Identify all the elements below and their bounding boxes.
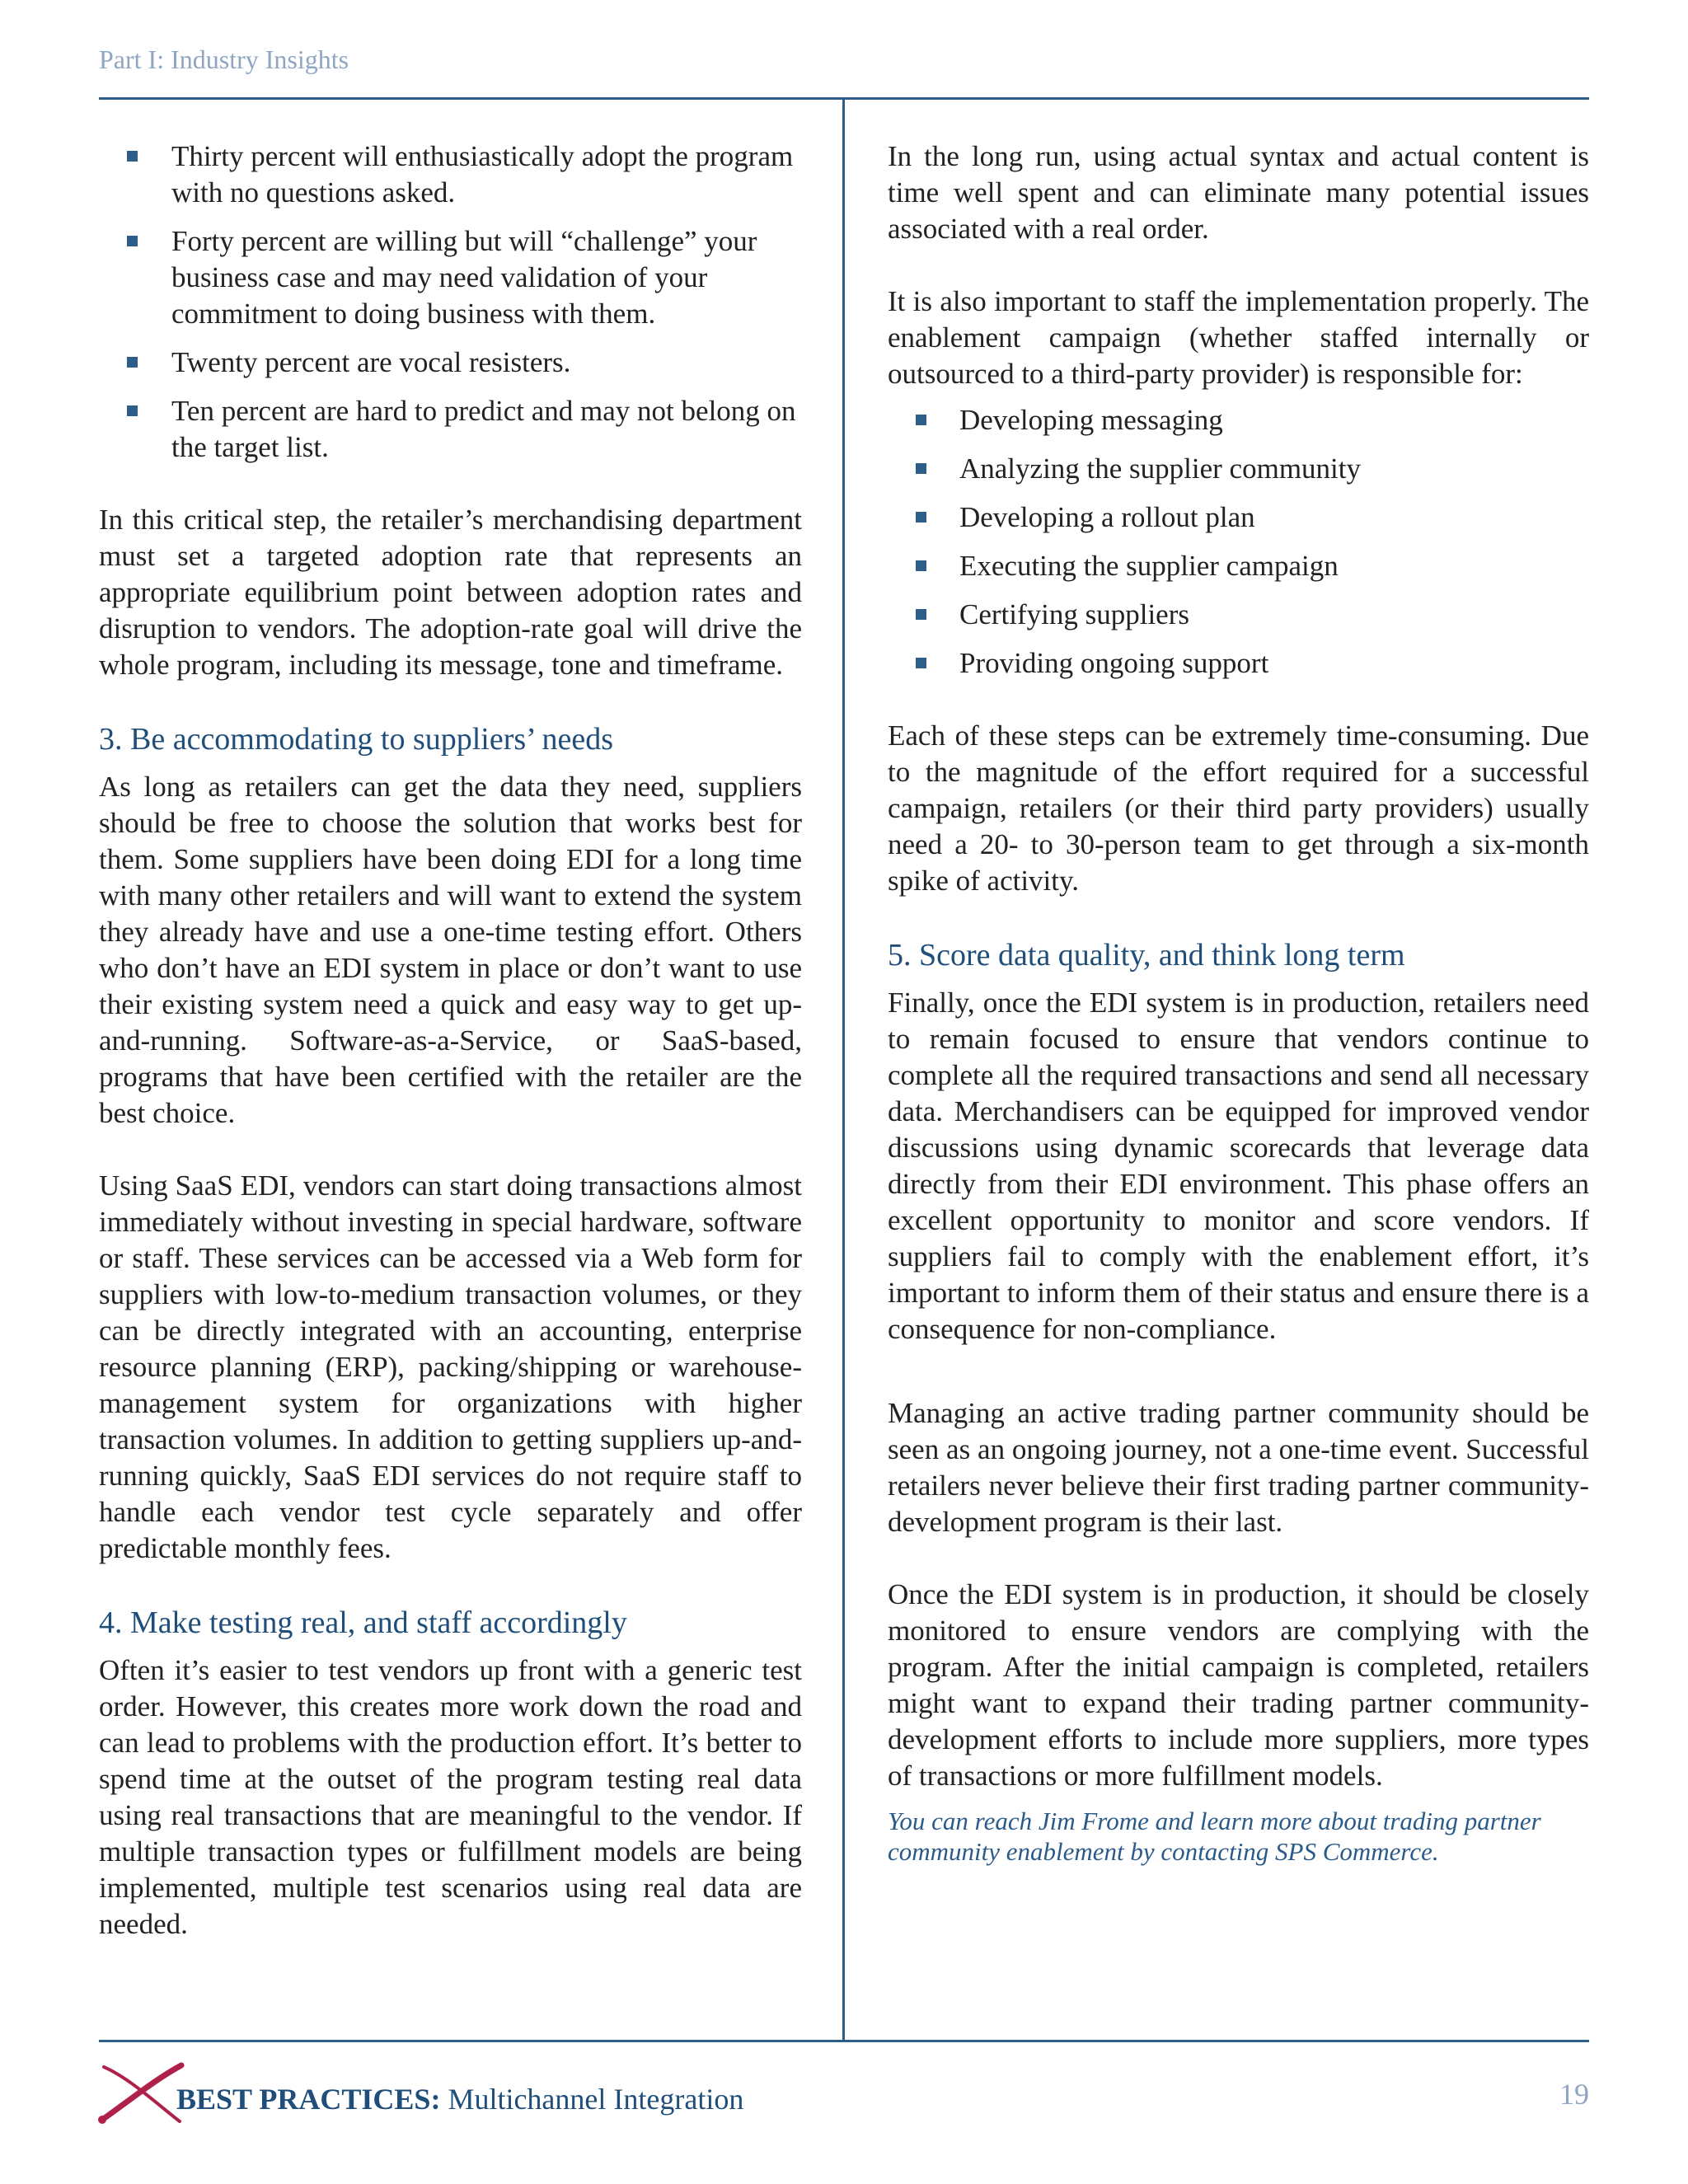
square-bullet-icon — [127, 357, 138, 368]
x-swoosh-logo-icon — [97, 2060, 188, 2126]
left-column — [99, 138, 802, 1943]
series-bold-label: BEST PRACTICES: — [176, 2083, 441, 2116]
section-heading-5: 5. Score data quality, and think long term — [888, 938, 1405, 972]
list-item: Certifying suppliers — [888, 597, 1589, 633]
body-paragraph: Once the EDI system is in production, it should be closely monitored to ensure vendors are complying with the program. After the initial campaign is completed, retailers might want to expand their trading partner community-development efforts to include more suppliers, more types of transactions or more fulfillment models. — [888, 1578, 1589, 1792]
body-paragraph: Managing an active trading partner community should be seen as an ongoing journey, not a one-time event. Successful retailers never believe their first trading partner community-development program is their last. — [888, 1397, 1589, 1538]
list-item: Executing the supplier campaign — [888, 548, 1589, 584]
square-bullet-icon — [916, 609, 926, 620]
list-item: Developing a rollout plan — [888, 499, 1589, 536]
square-bullet-icon — [916, 463, 926, 474]
square-bullet-icon — [916, 560, 926, 571]
body-paragraph: Each of these steps can be extremely time-consuming. Due to the magnitude of the effort required for a successful campaign, retailers (or their third party providers) usually need a 20- to 30-person team to get through a six-month spike of activity. — [888, 719, 1589, 897]
list-item: Ten percent are hard to predict and may not belong on the target list. — [99, 393, 802, 466]
square-bullet-icon — [127, 151, 138, 162]
square-bullet-icon — [916, 512, 926, 523]
footer-series-title — [176, 2082, 743, 2116]
list-item: Thirty percent will enthusiastically adopt the program with no questions asked. — [99, 138, 802, 211]
author-contact-note: You can reach Jim Frome and learn more about trading partner community enablement by contacting SPS Commerce. — [888, 1807, 1541, 1866]
column-divider — [842, 100, 845, 2041]
body-paragraph: In this critical step, the retailer’s merchandising department must set a targeted adoption rate that represents an appropriate equilibrium point between adoption rates and disruption to vendors. The adoption-rate goal will drive the whole program, including its message, tone and timeframe. — [99, 504, 802, 681]
list-item: Providing ongoing support — [888, 645, 1589, 682]
list-item: Forty percent are willing but will “challenge” your business case and may need validation of your commitment to doing business with them. — [99, 223, 802, 332]
running-head: Part I: Industry Insights — [99, 45, 349, 74]
responsibilities-bullet-list — [888, 402, 1589, 682]
square-bullet-icon — [127, 405, 138, 416]
list-item: Twenty percent are vocal resisters. — [99, 344, 802, 381]
body-paragraph: Using SaaS EDI, vendors can start doing transactions almost immediately without investing in special hardware, software or staff. These services can be accessed via a Web form for suppliers with low-to-medium transaction volumes, or they can be directly integrated with an accounting, enterprise resource planning (ERP), packing/shipping or warehouse-management system for organizations with higher transaction volumes. In addition to getting suppliers up-and-running quickly, SaaS EDI services do not require staff to handle each vendor test cycle separately and offer predictable monthly fees. — [99, 1169, 802, 1564]
section-heading-3: 3. Be accommodating to suppliers’ needs — [99, 722, 614, 757]
body-paragraph: In the long run, using actual syntax and actual content is time well spent and can eliminate many potential issues associated with a real order. — [888, 140, 1589, 245]
square-bullet-icon — [127, 236, 138, 246]
list-item: Developing messaging — [888, 402, 1589, 438]
section-heading-4: 4. Make testing real, and staff accordingly — [99, 1605, 627, 1640]
page-number: 19 — [1559, 2078, 1589, 2111]
square-bullet-icon — [916, 658, 926, 668]
series-subtitle: Multichannel Integration — [448, 2083, 744, 2116]
body-paragraph: It is also important to staff the implementation properly. The enablement campaign (whether staffed internally or outsourced to a third-party provider) is responsible for: — [888, 285, 1589, 390]
right-column — [888, 138, 1589, 1892]
square-bullet-icon — [916, 415, 926, 425]
adoption-bullet-list — [99, 138, 802, 466]
body-paragraph: Often it’s easier to test vendors up front with a generic test order. However, this creates more work down the road and can lead to problems with the production effort. It’s better to spend time at the outset of the program testing real data using real transactions that are meaningful to the vendor. If multiple transaction types or fulfillment models are being implemented, multiple test scenarios using real data are needed. — [99, 1654, 802, 1940]
bottom-rule — [99, 2040, 1589, 2042]
body-paragraph: As long as retailers can get the data they need, suppliers should be free to choose the solution that works best for them. Some suppliers have been doing EDI for a long time with many other retailers and will want to extend the system they already have and use a one-time testing effort. Others who don’t have an EDI system in place or don’t want to use their existing system need a quick and easy way to get up-and-running. Software-as-a-Service, or SaaS-based, programs that have been certified with the retailer are the best choice. — [99, 771, 802, 1129]
body-paragraph: Finally, once the EDI system is in production, retailers need to remain focused to ensure that vendors continue to complete all the required transactions and send all necessary data. Merchandisers can be equipped for improved vendor discussions using dynamic scorecards that leverage data directly from their EDI environment. This phase offers an excellent opportunity to monitor and score vendors. If suppliers fail to comply with the enablement effort, it’s important to inform them of their status and ensure there is a consequence for non-compliance. — [888, 987, 1589, 1345]
list-item: Analyzing the supplier community — [888, 451, 1589, 487]
